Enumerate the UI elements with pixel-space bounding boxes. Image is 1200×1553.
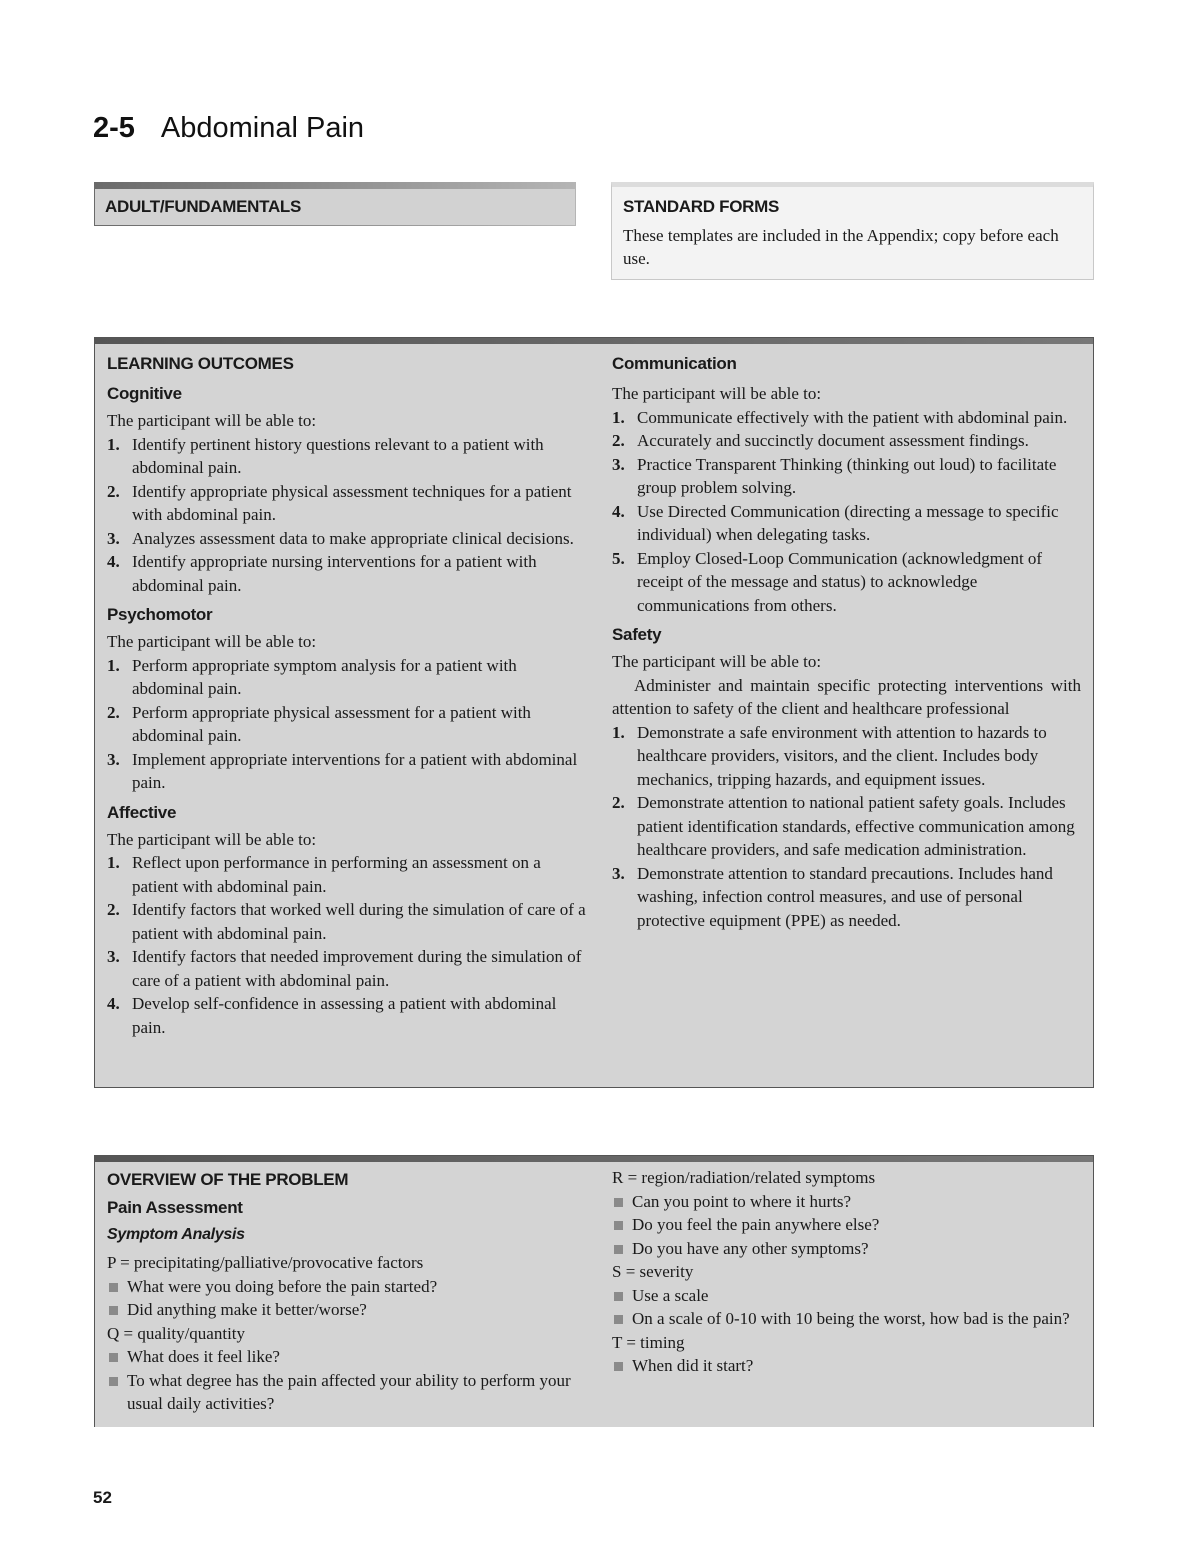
r-line: R = region/radiation/related symptoms — [612, 1168, 876, 1187]
symptom-analysis-heading: Symptom Analysis — [107, 1226, 245, 1243]
list-item: When did it start? — [612, 1354, 1081, 1378]
list-item: 2. Identify factors that worked well during the simulation of care of a patient with abdominal pain. — [107, 900, 586, 943]
learning-outcomes-heading: LEARNING OUTCOMES — [107, 354, 294, 373]
affective-intro: The participant will be able to: — [107, 829, 317, 849]
list-item: 4. Identify appropriate nursing interventions for a patient with abdominal pain. — [107, 552, 537, 595]
standard-forms-box — [611, 182, 1094, 280]
safety-heading: Safety — [612, 625, 662, 644]
list-item: 2. Identify appropriate physical assessment techniques for a patient with abdominal pain. — [107, 481, 572, 524]
chapter-number: 2-5 — [93, 112, 135, 144]
bullet-square-icon — [614, 1198, 623, 1207]
psychomotor-list — [107, 654, 590, 795]
safety-intro: The participant will be able to: — [612, 652, 822, 671]
p-line: P = precipitating/palliative/provocative factors — [107, 1253, 424, 1272]
s-line: S = severity — [612, 1262, 694, 1281]
list-item: What were you doing before the pain started? — [107, 1275, 590, 1299]
list-item: 3. Practice Transparent Thinking (thinking out loud) to facilitate group problem solving. — [612, 454, 1057, 497]
affective-list — [107, 851, 590, 1039]
bullet-square-icon — [109, 1377, 118, 1386]
safety-paragraph: Administer and maintain specific protecting interventions with attention to safety of the client and healthcare professional — [612, 675, 1081, 718]
communication-intro: The participant will be able to: — [612, 384, 822, 403]
r-list — [612, 1190, 1081, 1261]
overview-panel — [94, 1155, 1094, 1427]
bullet-square-icon — [614, 1245, 623, 1254]
list-item: 4. Use Directed Communication (directing a message to specific individual) when delegating tasks. — [612, 501, 1059, 544]
list-item: Do you feel the pain anywhere else? — [612, 1213, 1081, 1237]
overview-right-column — [602, 1162, 1093, 1416]
list-item: 3. Implement appropriate interventions for a patient with abdominal pain. — [107, 749, 578, 792]
list-item: 1. Communicate effectively with the patient with abdominal pain. — [612, 407, 1068, 427]
list-item: 3. Analyzes assessment data to make appropriate clinical decisions. — [107, 528, 574, 548]
communication-list — [612, 406, 1081, 618]
bullet-square-icon — [109, 1306, 118, 1315]
pain-assessment-heading: Pain Assessment — [107, 1198, 243, 1217]
list-item: 1. Identify pertinent history questions relevant to a patient with abdominal pain. — [107, 434, 544, 477]
s-list — [612, 1284, 1081, 1331]
affective-heading: Affective — [107, 802, 177, 822]
list-item: 5. Employ Closed-Loop Communication (acknowledgment of receipt of the message and status) to acknowledge communications from others. — [612, 548, 1043, 615]
list-item: Use a scale — [612, 1284, 1081, 1308]
list-item: On a scale of 0-10 with 10 being the worst, how bad is the pain? — [612, 1307, 1081, 1331]
overview-left-column — [95, 1162, 602, 1416]
communication-heading: Communication — [612, 354, 737, 373]
standard-forms-text: These templates are included in the Appendix; copy before each use. — [623, 226, 1059, 268]
list-item: 1. Reflect upon performance in performing an assessment on a patient with abdominal pain. — [107, 853, 541, 896]
right-column — [602, 344, 1093, 1039]
learning-outcomes-panel — [94, 337, 1094, 1088]
list-item: 3. Demonstrate attention to standard precautions. Includes hand washing, infection control measures, and use of personal protective equipment (PPE) as needed. — [612, 863, 1053, 930]
bullet-square-icon — [614, 1315, 623, 1324]
list-item: 3. Identify factors that needed improvement during the simulation of care of a patient with abdominal pain. — [107, 947, 582, 990]
bullet-square-icon — [614, 1221, 623, 1230]
page-number: 52 — [93, 1488, 112, 1507]
bullet-square-icon — [614, 1292, 623, 1301]
list-item: Can you point to where it hurts? — [612, 1190, 1081, 1214]
chapter-title — [93, 112, 364, 145]
chapter-name: Abdominal Pain — [160, 112, 365, 144]
safety-list — [612, 721, 1081, 933]
list-item: 2. Accurately and succinctly document assessment findings. — [612, 431, 1029, 450]
q-list — [107, 1345, 590, 1416]
q-line: Q = quality/quantity — [107, 1323, 246, 1343]
left-column — [95, 344, 602, 1039]
list-item: 1. Perform appropriate symptom analysis for a patient with abdominal pain. — [107, 655, 517, 698]
cognitive-list — [107, 433, 590, 598]
list-item: What does it feel like? — [107, 1345, 590, 1369]
psychomotor-intro: The participant will be able to: — [107, 632, 317, 651]
category-box — [94, 182, 576, 226]
overview-heading: OVERVIEW OF THE PROBLEM — [107, 1170, 349, 1189]
t-list — [612, 1354, 1081, 1378]
bullet-square-icon — [614, 1362, 623, 1371]
bullet-square-icon — [109, 1283, 118, 1292]
t-line: T = timing — [612, 1332, 685, 1352]
bullet-square-icon — [109, 1353, 118, 1362]
list-item: 1. Demonstrate a safe environment with attention to hazards to healthcare providers, visitors, and the client. Includes body mechanics, tripping hazards, and equipment issues. — [612, 722, 1047, 789]
list-item: 2. Demonstrate attention to national patient safety goals. Includes patient identification standards, effective communication among healthcare providers, and safe medication administration. — [612, 793, 1075, 859]
cognitive-intro: The participant will be able to: — [107, 411, 317, 430]
cognitive-heading: Cognitive — [107, 384, 182, 403]
p-list — [107, 1275, 590, 1322]
standard-forms-heading: STANDARD FORMS — [623, 197, 780, 216]
list-item: 2. Perform appropriate physical assessment for a patient with abdominal pain. — [107, 702, 531, 745]
list-item: Do you have any other symptoms? — [612, 1237, 1081, 1261]
list-item: 4. Develop self-confidence in assessing a patient with abdominal pain. — [107, 994, 557, 1037]
list-item: Did anything make it better/worse? — [107, 1298, 590, 1322]
category-label: ADULT/FUNDAMENTALS — [105, 197, 302, 216]
list-item: To what degree has the pain affected your ability to perform your usual daily activities? — [107, 1369, 590, 1416]
psychomotor-heading: Psychomotor — [107, 605, 213, 624]
